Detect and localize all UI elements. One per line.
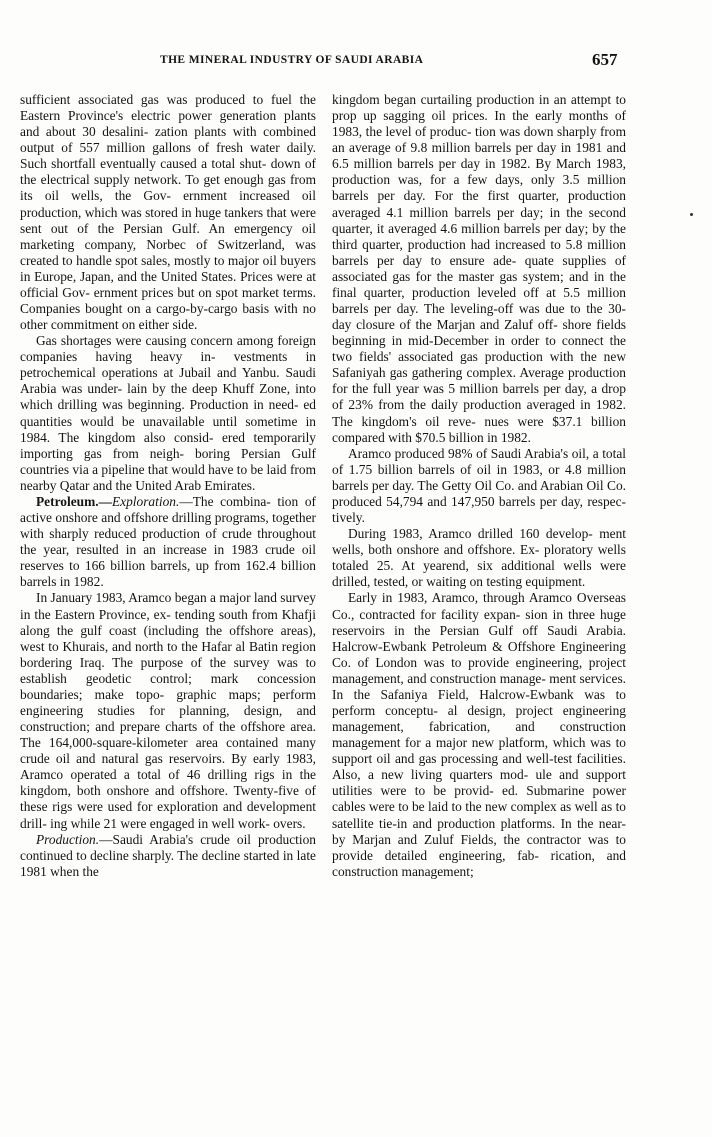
paragraph-exploration-text: —The combina- tion of active onshore and offshore drilling programs, together with sharply reduced production of crude throughout the year, resulted in an increase in 1983 crude oil reserves to 166 billion barrels, up from 162.4 billion barrels in 1982. <box>20 493 316 590</box>
running-header <box>0 52 712 76</box>
paragraph-production-levels: kingdom began curtailing production in an attempt to prop up sagging oil prices. In the early months of 1983, the level of produc- tion was down sharply from an average of 9.8 million barrels per day in 1981 and 6.5 million barrels per day in 1982. By March 1983, production was, for a few days, only 3.5 million barrels per day. For the first quarter, production averaged 4.1 million barrels per day; in the second quarter, it averaged 4.6 million barrels per day; by the third quarter, production had increased to 5.8 million barrels per day to ensure ade- quate supplies of associated gas for the master gas system; and in the final quarter, production leveled off at 5.5 million barrels per day. The leveling-off was due to the 30- day closure of the Marjan and Zaluf off- shore fields beginning in mid-December in order to connect the two fields' associated gas production with the new Safaniyah gas gathering complex. Average production for the full year was 5 million barrels per day, a drop of 23% from the daily production averaged in 1982. The kingdom's oil reve- nues were $37.1 billion compared with $70.5 billion in 1982. <box>332 92 626 445</box>
right-column <box>332 92 626 880</box>
paragraph-production <box>20 832 316 880</box>
subheading-production: Production. <box>36 831 100 847</box>
page-number: 657 <box>592 50 618 69</box>
paragraph-land-survey: In January 1983, Aramco began a major land survey in the Eastern Province, ex- tending south from Khafji along the gulf coast (including the offshore areas), west to Khurais, and north to the Hafar al Batin region bordering Iraq. The purpose of the survey was to establish geodetic control; mark concession boundaries; make topo- graphic maps; perform engineering studies for planning, design, and construction; and prepare charts of the offshore area. The 164,000-square-kilometer area contained many crude oil and natural gas reservoirs. By early 1983, Aramco operated a total of 46 drilling rigs in the kingdom, both onshore and offshore. Twenty-five of these rigs were used for exploration and development drill- ing while 21 were engaged in well work- overs. <box>20 590 316 831</box>
paragraph-petroleum-exploration <box>20 494 316 590</box>
paragraph-production-text: —Saudi Arabia's crude oil production continued to decline sharply. The decline started in late 1981 when the <box>20 831 316 879</box>
paragraph-gas-shortages: Gas shortages were causing concern among foreign companies having heavy in- vestments in petrochemical operations at Jubail and Yanbu. Saudi Arabia was under- lain by the deep Khuff Zone, into which drilling was beginning. Production in need- ed quantities would be unavailable until sometime in 1984. The kingdom also consid- ered temporarily importing gas from neigh- boring Persian Gulf countries via a pipeline that would have to be laid from nearby Qatar and the United Arab Emirates. <box>20 333 316 493</box>
section-heading-petroleum: Petroleum.— <box>36 493 112 509</box>
print-speck <box>690 213 693 216</box>
subheading-exploration: Exploration. <box>111 493 180 509</box>
paragraph-drilling: During 1983, Aramco drilled 160 develop- ment wells, both onshore and offshore. Ex- ploratory wells totaled 25. At yearend, six additional wells were drilled, tested, or waiting on testing equipment. <box>332 526 626 590</box>
paragraph-aramco-output: Aramco produced 98% of Saudi Arabia's oil, a total of 1.75 billion barrels of oil in 1983, or 4.8 million barrels per day. The Getty Oil Co. and Arabian Oil Co. produced 54,794 and 147,950 barrels per day, respec- tively. <box>332 445 626 526</box>
running-title: THE MINERAL INDUSTRY OF SAUDI ARABIA <box>160 54 424 66</box>
left-column <box>20 92 316 880</box>
paragraph-gas-shortfall: sufficient associated gas was produced to fuel the Eastern Province's electric power generation plants and about 30 desalini- zation plants with combined output of 557 million gallons of fresh water daily. Such shortfall eventually caused a total shut- down of the electrical supply network. To get enough gas from its oil wells, the Gov- ernment increased oil production, which was stored in huge tankers that were sent out of the Persian Gulf. An emergency oil marketing company, Norbec of Switzerland, was created to handle spot sales, mostly to major oil buyers in Europe, Japan, and the United States. Prices were at official Gov- ernment prices but on spot market terms. Companies bought on a cargo-by-cargo basis with no other commitment on either side. <box>20 92 316 333</box>
paragraph-facility-expansion: Early in 1983, Aramco, through Aramco Overseas Co., contracted for facility expan- sion in three huge reservoirs in the Persian Gulf off Saudi Arabia. Halcrow-Ewbank Petroleum & Offshore Engineering Co. of London was to provide engineering, project management, and construction manage- ment services. In the Safaniya Field, Halcrow-Ewbank was to perform conceptu- al design, project engineering management, fabrication, and construction management for a major new platform, which was to support oil and gas processing and well-test facilities. Also, a new living quarters mod- ule and support utilities were to be provid- ed. Submarine power cables were to be laid to the new complex as well as to satellite tie-in and production platforms. In the near- by Marjan and Zuluf Fields, the contractor was to provide detailed engineering, fab- rication, and construction management; <box>332 590 626 879</box>
